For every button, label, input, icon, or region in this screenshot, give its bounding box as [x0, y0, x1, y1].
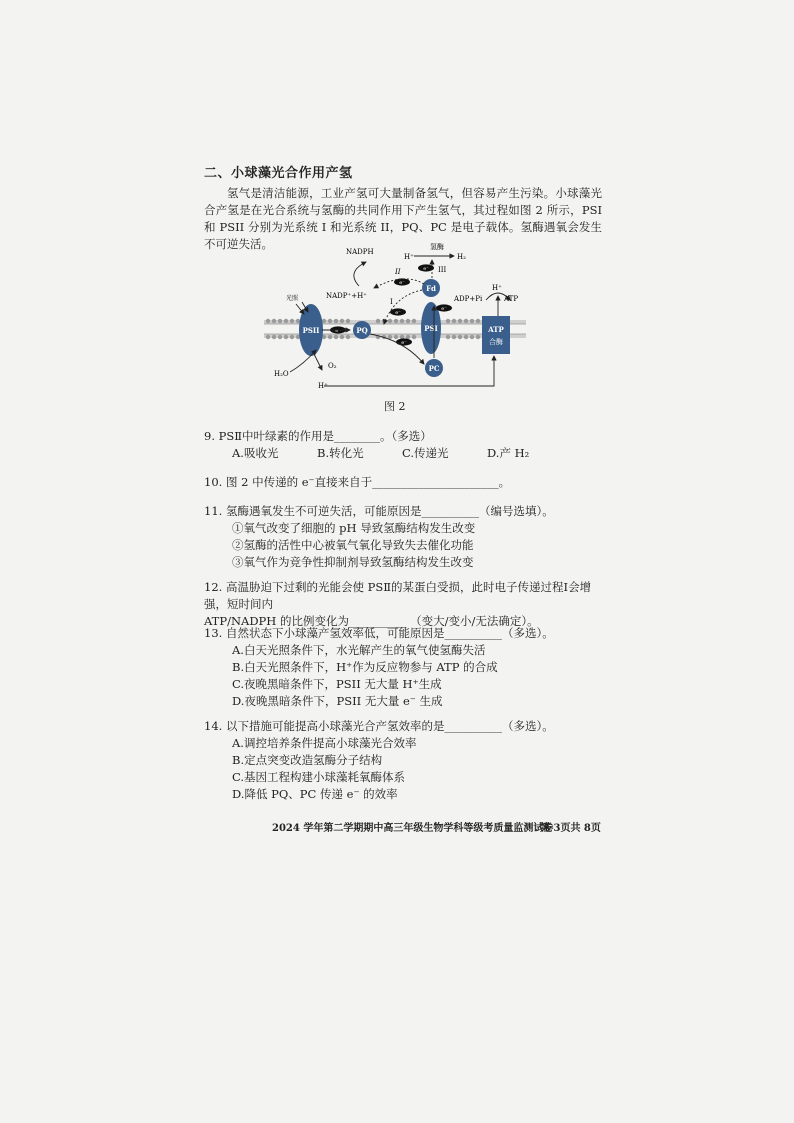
atp-synthase-label-2: 合酶 [489, 338, 503, 346]
q9-option-a[interactable]: A.吸收光 [232, 446, 279, 460]
psii-label: PSII [302, 326, 320, 335]
roman-1-label: I [390, 298, 393, 306]
nadp-label: NADP⁺+H⁺ [326, 292, 367, 300]
h-plus-bottom-label: H⁺ [318, 382, 328, 390]
q9-option-c[interactable]: C.传递光 [402, 446, 449, 460]
h-plus-right-label: H⁺ [492, 284, 502, 292]
electron-label-2: e⁻ [401, 340, 407, 346]
electron-label-3: e⁻ [441, 306, 447, 312]
page-number: 第 3页共 8页 [540, 823, 601, 834]
question-14 [204, 718, 602, 803]
q9-option-b[interactable]: B.转化光 [317, 446, 364, 460]
question-11 [204, 503, 602, 571]
q13-option-b[interactable]: B.白天光照条件下，H⁺作为反应物参与 ATP 的合成 [232, 660, 498, 674]
q13-option-d[interactable]: D.夜晚黑暗条件下，PSII 无大量 e⁻ 生成 [232, 694, 443, 708]
q14-option-c[interactable]: C.基因工程构建小球藻耗氧酶体系 [232, 770, 406, 784]
electron-label-5: e⁻ [399, 280, 405, 286]
h2-label: H₂ [457, 253, 466, 261]
electron-label-1: e⁻ [335, 328, 341, 334]
q11-option-3: ③氧气作为竞争性抑制剂导致氢酶结构发生改变 [232, 555, 474, 569]
electron-label-4: e⁻ [395, 310, 401, 316]
question-13 [204, 625, 602, 710]
o2-label: O₂ [328, 362, 337, 370]
question-9 [204, 428, 602, 462]
light-label: 光照 [286, 295, 299, 302]
question-12-line-1: 12. 高温胁迫下过剩的光能会使 PSⅡ的某蛋白受损，此时电子传递过程Ⅰ会增强，短时间内 [204, 580, 592, 611]
psi-label: PSI [424, 324, 438, 333]
photosynthesis-hydrogen-diagram [254, 236, 534, 396]
atp-synthase-label-1: ATP [488, 325, 504, 334]
question-12-line-2: ATP/NADPH 的比例变化为__________ （变大/变小/无法确定）。 [204, 614, 539, 628]
page-footer [272, 819, 602, 834]
question-9-options [204, 445, 602, 462]
pc-label: PC [428, 364, 440, 373]
q9-option-d[interactable]: D.产 H₂ [487, 446, 530, 460]
q14-option-b[interactable]: B.定点突变改造氢酶分子结构 [232, 753, 383, 767]
footer-title: 2024 学年第二学期期中高三年级生物学科等级考质量监测试卷 [272, 823, 554, 834]
electron-label-6: e⁻ [423, 266, 429, 272]
q11-option-1: ①氧气改变了细胞的 pH 导致氢酶结构发生改变 [232, 521, 476, 535]
adp-label: ADP+Pi [454, 295, 483, 303]
atp-label: ATP [504, 295, 519, 303]
question-9-stem: 9. PSⅡ中叶绿素的作用是________。（多选） [204, 429, 432, 443]
roman-3-label: III [438, 266, 447, 274]
figure-caption: 图 2 [384, 400, 406, 413]
pq-label: PQ [356, 326, 368, 335]
h2o-label: H₂O [274, 370, 289, 378]
h-plus-top-label: H⁺ [404, 253, 414, 261]
question-14-stem: 14. 以下措施可能提高小球藻光合产氢效率的是__________（多选）。 [204, 719, 554, 733]
q13-option-a[interactable]: A.白天光照条件下，水光解产生的氧气使氢酶失活 [232, 643, 486, 657]
question-10-stem: 10. 图 2 中传递的 e⁻直接来自于______________________。 [204, 475, 511, 489]
nadph-label: NADPH [346, 248, 374, 256]
roman-2-label: II [395, 268, 401, 276]
fd-label: Fd [426, 284, 436, 293]
question-11-stem: 11. 氢酶遇氧发生不可逆失活，可能原因是__________（编号选填）。 [204, 504, 554, 518]
question-10 [204, 474, 602, 491]
question-12 [204, 579, 602, 630]
section-title: 二、小球藻光合作用产氢 [204, 166, 353, 181]
q13-option-c[interactable]: C.夜晚黑暗条件下，PSII 无大量 H⁺生成 [232, 677, 442, 691]
q14-option-a[interactable]: A.调控培养条件提高小球藻光合效率 [232, 736, 417, 750]
hydrogenase-label: 氢酶 [430, 243, 444, 251]
q14-option-d[interactable]: D.降低 PQ、PC 传递 e⁻ 的效率 [232, 787, 398, 801]
intro-text: 氢气是清洁能源，工业产氢可大量制备氢气，但容易产生污染。小球藻光合产氢是在光合系统与氢酶的共同作用下产生氢气，其过程如图 2 所示，PSI 和 PSII 分别为光系统 I 和光系统 II，PQ、PC 是电子载体。氢酶遇氧会发生不可逆失活。 [204, 186, 602, 251]
question-13-stem: 13. 自然状态下小球藻产氢效率低，可能原因是__________（多选）。 [204, 626, 554, 640]
atp-synthase [482, 316, 510, 354]
q11-option-2: ②氢酶的活性中心被氧气氧化导致失去催化功能 [232, 538, 474, 552]
